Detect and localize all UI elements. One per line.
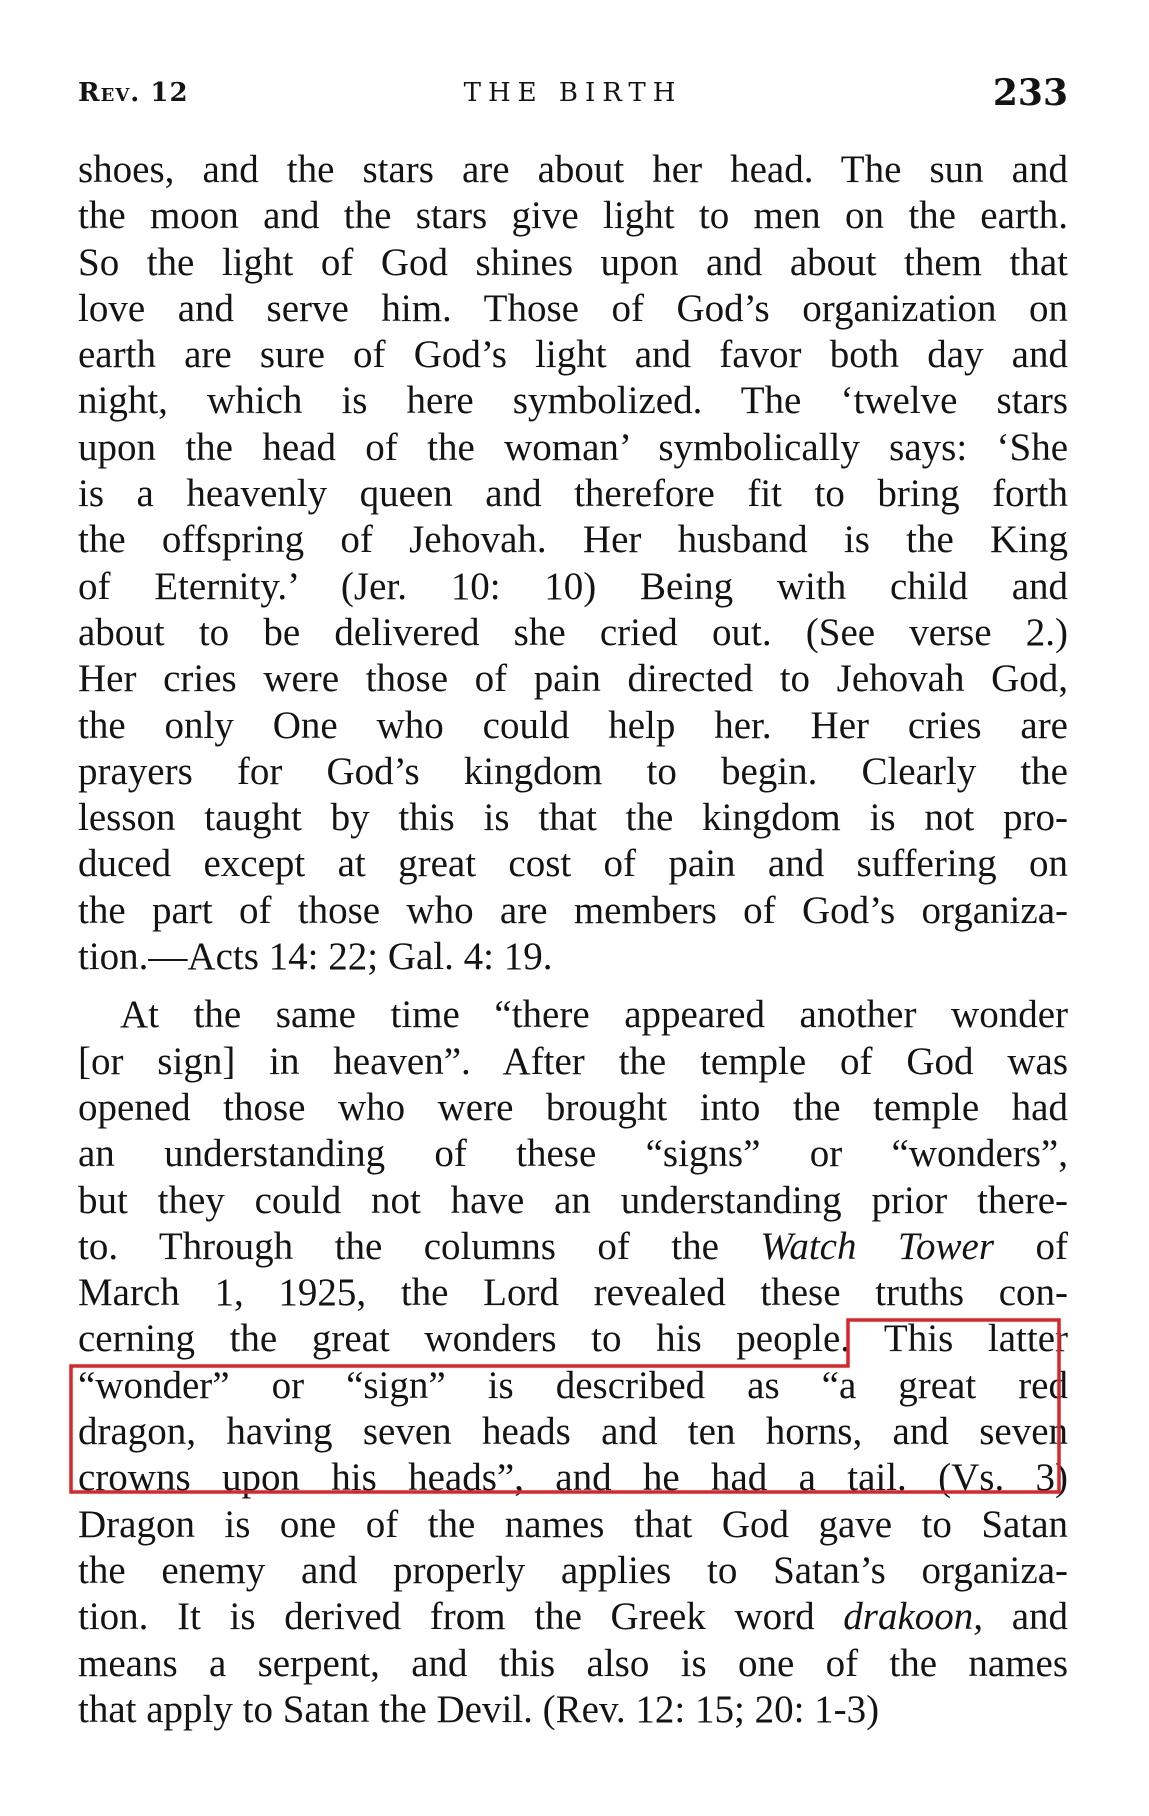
text-line: love and serve him. Those of God’s organization on — [78, 286, 1068, 330]
text-line: Her cries were those of pain directed to Jehovah God, — [78, 657, 1068, 701]
text-line: that apply to Satan the Devil. (Rev. 12: 15; 20: 1-3) — [78, 1687, 880, 1731]
text-line: night, which is here symbolized. The ‘twelve stars — [78, 379, 1068, 423]
text-line: the only One who could help her. Her cries are — [78, 703, 1068, 747]
text-line: March 1, 1925, the Lord revealed these truths con- — [78, 1271, 1068, 1315]
chapter-reference: Rev. 12 — [78, 78, 189, 108]
body-text — [78, 147, 1068, 1733]
text-line: tion.—Acts 14: 22; Gal. 4: 19. — [78, 935, 553, 979]
text-line: shoes, and the stars are about her head. The sun and — [78, 148, 1068, 191]
text-run: of — [1035, 1224, 1068, 1268]
greek-word: drakoon, — [843, 1595, 984, 1639]
text-run: tion. It is derived from the Greek word — [78, 1595, 815, 1639]
periodical-title: Watch Tower — [760, 1224, 995, 1268]
text-line: of Eternity.’ (Jer. 10: 10) Being with child and — [78, 564, 1068, 608]
paragraph-2 — [78, 992, 1068, 1733]
text-line: [or sign] in heaven”. After the temple of God was — [78, 1039, 1068, 1083]
text-line: about to be delivered she cried out. (See verse 2.) — [78, 610, 1068, 654]
text-line: is a heavenly queen and therefore fit to bring forth — [78, 472, 1068, 516]
text-line: the enemy and properly applies to Satan’s organiza- — [78, 1548, 1068, 1592]
running-title: THE BIRTH — [463, 78, 683, 108]
text-line: earth are sure of God’s light and favor both day and — [78, 333, 1068, 377]
text-line: At the same time “there appeared another wonder — [120, 993, 1068, 1037]
text-line: duced except at great cost of pain and suffering on — [78, 842, 1068, 886]
text-line: the part of those who are members of God’s organiza- — [78, 888, 1068, 932]
text-line: crowns upon his heads”, and he had a tail. (Vs. 3) — [78, 1456, 1068, 1500]
text-line: but they could not have an understanding prior there- — [78, 1178, 1068, 1222]
text-line: the offspring of Jehovah. Her husband is the King — [78, 518, 1068, 562]
text-line — [78, 1224, 1068, 1270]
text-line: opened those who were brought into the temple had — [78, 1085, 1068, 1129]
text-line: upon the head of the woman’ symbolically says: ‘She — [78, 425, 1068, 469]
text-run: to. Through the columns of the — [78, 1224, 719, 1268]
text-line: an understanding of these “signs” or “wonders”, — [78, 1132, 1068, 1176]
text-line: means a serpent, and this also is one of the names — [78, 1641, 1068, 1685]
text-run: and — [1011, 1595, 1068, 1639]
text-line: So the light of God shines upon and about them that — [78, 240, 1068, 284]
text-line: “wonder” or “sign” is described as “a great red — [78, 1363, 1068, 1407]
text-line: lesson taught by this is that the kingdom is not pro- — [78, 796, 1068, 840]
running-head — [78, 72, 1068, 112]
text-line: Dragon is one of the names that God gave to Satan — [78, 1502, 1068, 1546]
text-line: cerning the great wonders to his people. This latter — [78, 1317, 1068, 1361]
page-number: 233 — [992, 72, 1068, 114]
text-line — [78, 1594, 1068, 1640]
text-line: the moon and the stars give light to men on the earth. — [78, 194, 1068, 238]
text-line: prayers for God’s kingdom to begin. Clearly the — [78, 749, 1068, 793]
text-line: dragon, having seven heads and ten horns, and seven — [78, 1410, 1068, 1454]
paragraph-1 — [78, 147, 1068, 980]
